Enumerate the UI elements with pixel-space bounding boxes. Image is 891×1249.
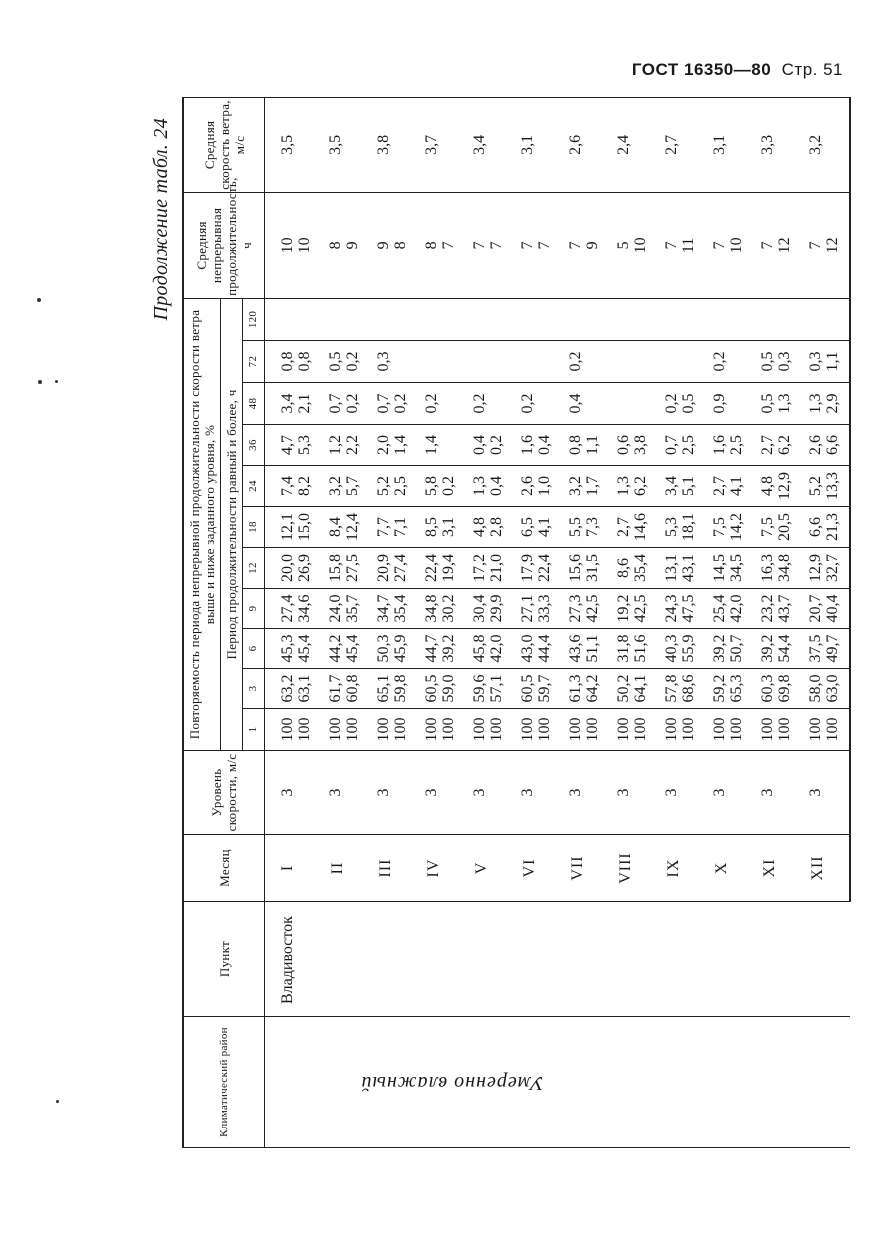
value-cell: 100 100 (751, 709, 799, 751)
value-cell (511, 341, 559, 383)
level-cell: 3 (511, 751, 559, 835)
avg-speed-cell: 3,8 (367, 97, 415, 192)
value-cell (799, 298, 850, 340)
value-cell: 100 100 (559, 709, 607, 751)
level-cell: 3 (559, 751, 607, 835)
hour-header: 48 (243, 383, 265, 425)
value-cell: 100 100 (655, 709, 703, 751)
hour-header: 1 (243, 709, 265, 751)
value-cell: 0,7 2,5 (655, 425, 703, 466)
scan-speck (38, 380, 42, 384)
value-cell: 0,2 0,5 (655, 383, 703, 425)
value-cell: 3,4 2,1 (265, 383, 320, 425)
avg-duration-cell: 10 10 (265, 192, 320, 298)
value-cell: 4,7 5,3 (265, 425, 320, 466)
value-cell (655, 341, 703, 383)
table-row (265, 97, 320, 1147)
value-cell (463, 341, 511, 383)
region-label: Умеренно влажный (360, 1072, 544, 1094)
value-cell: 25,4 42,0 (703, 589, 751, 629)
gost-number: ГОСТ 16350—80 (631, 60, 772, 79)
value-cell: 27,1 33,3 (511, 589, 559, 629)
avg-speed-cell: 3,1 (703, 97, 751, 192)
value-cell: 34,7 35,4 (367, 589, 415, 629)
value-cell: 12,9 32,7 (799, 548, 850, 589)
value-cell (367, 298, 415, 340)
value-cell: 3,2 5,7 (319, 466, 367, 507)
table-caption: Продолжение табл. 24 (150, 118, 172, 321)
value-cell: 2,7 4,1 (703, 466, 751, 507)
level-cell: 3 (463, 751, 511, 835)
value-cell: 0,5 0,3 (751, 341, 799, 383)
value-cell: 1,3 2,9 (799, 383, 850, 425)
hour-header: 18 (243, 507, 265, 548)
avg-duration-cell: 7 7 (463, 192, 511, 298)
month-cell: XI (751, 835, 799, 902)
avg-speed-cell: 2,4 (607, 97, 655, 192)
hour-header: 6 (243, 629, 265, 669)
value-cell (607, 341, 655, 383)
value-cell: 15,8 27,5 (319, 548, 367, 589)
value-cell: 7,5 14,2 (703, 507, 751, 548)
value-cell: 8,4 12,4 (319, 507, 367, 548)
value-cell: 39,2 50,7 (703, 629, 751, 669)
col-region: Климатический район (183, 1017, 265, 1148)
point-cell: Владивосток (265, 902, 851, 1017)
avg-speed-cell: 3,7 (415, 97, 463, 192)
month-cell: VIII (607, 835, 655, 902)
level-cell: 3 (799, 751, 850, 835)
value-cell: 5,3 18,1 (655, 507, 703, 548)
col-avg-duration: Средняя непрерывная продолжительность, ч (183, 192, 265, 298)
value-cell: 17,9 22,4 (511, 548, 559, 589)
value-cell: 100 100 (319, 709, 367, 751)
avg-duration-cell: 7 12 (799, 192, 850, 298)
rotated-table-page (150, 100, 841, 1148)
level-cell: 3 (751, 751, 799, 835)
month-cell: V (463, 835, 511, 902)
value-cell (607, 383, 655, 425)
month-cell: XII (799, 835, 850, 902)
level-cell: 3 (265, 751, 320, 835)
value-cell: 27,4 34,6 (265, 589, 320, 629)
value-cell: 43,0 44,4 (511, 629, 559, 669)
value-cell: 45,3 45,4 (265, 629, 320, 669)
value-cell (607, 298, 655, 340)
value-cell: 20,9 27,4 (367, 548, 415, 589)
value-cell: 7,4 8,2 (265, 466, 320, 507)
avg-duration-cell: 7 11 (655, 192, 703, 298)
level-cell: 3 (607, 751, 655, 835)
value-cell: 57,8 68,6 (655, 669, 703, 709)
value-cell: 50,3 45,9 (367, 629, 415, 669)
value-cell: 61,3 64,2 (559, 669, 607, 709)
scan-speck (37, 298, 41, 302)
value-cell: 65,1 59,8 (367, 669, 415, 709)
value-cell: 6,5 4,1 (511, 507, 559, 548)
value-cell: 1,6 2,5 (703, 425, 751, 466)
value-cell: 20,7 40,4 (799, 589, 850, 629)
value-cell: 34,8 30,2 (415, 589, 463, 629)
hour-header: 9 (243, 589, 265, 629)
value-cell: 100 100 (799, 709, 850, 751)
value-cell: 17,2 21,0 (463, 548, 511, 589)
value-cell: 100 100 (367, 709, 415, 751)
value-cell: 1,3 0,4 (463, 466, 511, 507)
value-cell: 2,0 1,4 (367, 425, 415, 466)
value-cell: 39,2 54,4 (751, 629, 799, 669)
hour-header: 36 (243, 425, 265, 466)
value-cell (703, 298, 751, 340)
value-cell: 0,2 (511, 383, 559, 425)
value-cell: 37,5 49,7 (799, 629, 850, 669)
col-level: Уровень скорости, м/с (183, 751, 265, 835)
value-cell: 22,4 19,4 (415, 548, 463, 589)
value-cell: 5,2 13,3 (799, 466, 850, 507)
value-cell: 100 100 (265, 709, 320, 751)
value-cell: 100 100 (415, 709, 463, 751)
value-cell: 63,2 63,1 (265, 669, 320, 709)
value-cell: 3,4 5,1 (655, 466, 703, 507)
value-cell: 8,6 35,4 (607, 548, 655, 589)
value-cell: 100 100 (607, 709, 655, 751)
value-cell (559, 298, 607, 340)
value-cell: 59,6 57,1 (463, 669, 511, 709)
value-cell: 4,8 2,8 (463, 507, 511, 548)
hour-header: 72 (243, 341, 265, 383)
avg-duration-cell: 5 10 (607, 192, 655, 298)
value-cell: 0,8 0,8 (265, 341, 320, 383)
value-cell: 40,3 55,9 (655, 629, 703, 669)
month-cell: I (265, 835, 320, 902)
value-cell (415, 341, 463, 383)
col-repeat: Повторяемость периода непрерывной продолжительности скорости ветра выше и ниже заданного уровня, % (183, 298, 221, 750)
value-cell: 12,1 15,0 (265, 507, 320, 548)
value-cell (655, 298, 703, 340)
value-cell: 24,0 35,7 (319, 589, 367, 629)
value-cell: 7,5 20,5 (751, 507, 799, 548)
value-cell: 1,2 2,2 (319, 425, 367, 466)
value-cell: 16,3 34,8 (751, 548, 799, 589)
value-cell: 60,5 59,0 (415, 669, 463, 709)
value-cell: 0,5 1,3 (751, 383, 799, 425)
value-cell: 0,5 0,2 (319, 341, 367, 383)
value-cell (511, 298, 559, 340)
value-cell: 1,3 6,2 (607, 466, 655, 507)
month-cell: II (319, 835, 367, 902)
value-cell: 0,2 (415, 383, 463, 425)
avg-duration-cell: 9 8 (367, 192, 415, 298)
level-cell: 3 (703, 751, 751, 835)
value-cell: 15,6 31,5 (559, 548, 607, 589)
table-body (265, 97, 851, 1147)
avg-speed-cell: 3,3 (751, 97, 799, 192)
value-cell: 0,4 (559, 383, 607, 425)
avg-duration-cell: 7 9 (559, 192, 607, 298)
avg-speed-cell: 2,7 (655, 97, 703, 192)
value-cell: 2,6 1,0 (511, 466, 559, 507)
value-cell: 27,3 42,5 (559, 589, 607, 629)
hour-header: 3 (243, 669, 265, 709)
avg-speed-cell: 3,5 (319, 97, 367, 192)
value-cell: 0,7 0,2 (319, 383, 367, 425)
value-cell: 43,6 51,1 (559, 629, 607, 669)
avg-speed-cell: 3,1 (511, 97, 559, 192)
avg-speed-cell: 2,6 (559, 97, 607, 192)
value-cell: 60,3 69,8 (751, 669, 799, 709)
col-month: Месяц (183, 835, 265, 902)
value-cell: 0,2 (463, 383, 511, 425)
value-cell: 1,4 (415, 425, 463, 466)
value-cell: 2,7 14,6 (607, 507, 655, 548)
value-cell: 0,4 0,2 (463, 425, 511, 466)
value-cell: 0,6 3,8 (607, 425, 655, 466)
value-cell: 7,7 7,1 (367, 507, 415, 548)
region-cell (265, 1017, 851, 1148)
value-cell (751, 298, 799, 340)
data-table (182, 97, 851, 1148)
value-cell: 23,2 43,7 (751, 589, 799, 629)
avg-duration-cell: 8 7 (415, 192, 463, 298)
col-point: Пункт (183, 902, 265, 1017)
value-cell: 0,3 1,1 (799, 341, 850, 383)
level-cell: 3 (319, 751, 367, 835)
scan-speck (56, 1100, 59, 1103)
level-cell: 3 (367, 751, 415, 835)
col-period: Период продолжительности равный и более, ч (221, 298, 243, 750)
value-cell: 0,2 (559, 341, 607, 383)
hour-header: 12 (243, 548, 265, 589)
value-cell: 44,7 39,2 (415, 629, 463, 669)
value-cell: 20,0 26,9 (265, 548, 320, 589)
value-cell: 60,5 59,7 (511, 669, 559, 709)
value-cell: 0,7 0,2 (367, 383, 415, 425)
value-cell: 31,8 51,6 (607, 629, 655, 669)
avg-speed-cell: 3,2 (799, 97, 850, 192)
level-cell: 3 (415, 751, 463, 835)
value-cell: 100 100 (703, 709, 751, 751)
value-cell: 4,8 12,9 (751, 466, 799, 507)
value-cell: 44,2 45,4 (319, 629, 367, 669)
value-cell: 6,6 21,3 (799, 507, 850, 548)
avg-speed-cell: 3,5 (265, 97, 320, 192)
value-cell: 5,5 7,3 (559, 507, 607, 548)
value-cell: 2,6 6,6 (799, 425, 850, 466)
hour-header: 24 (243, 466, 265, 507)
value-cell: 24,3 47,5 (655, 589, 703, 629)
value-cell: 1,6 0,4 (511, 425, 559, 466)
month-cell: VI (511, 835, 559, 902)
avg-duration-cell: 7 7 (511, 192, 559, 298)
page-header (632, 60, 843, 80)
value-cell (265, 298, 320, 340)
month-cell: VII (559, 835, 607, 902)
month-cell: X (703, 835, 751, 902)
value-cell: 2,7 6,2 (751, 425, 799, 466)
value-cell: 58,0 63,0 (799, 669, 850, 709)
value-cell: 30,4 29,9 (463, 589, 511, 629)
col-avg-speed: Средняя скорость ветра, м/с (183, 97, 265, 192)
value-cell (463, 298, 511, 340)
avg-duration-cell: 8 9 (319, 192, 367, 298)
value-cell: 0,2 (703, 341, 751, 383)
value-cell: 0,3 (367, 341, 415, 383)
month-cell: IV (415, 835, 463, 902)
value-cell: 13,1 43,1 (655, 548, 703, 589)
value-cell: 45,8 42,0 (463, 629, 511, 669)
value-cell (415, 298, 463, 340)
page-number: Стр. 51 (781, 60, 843, 79)
value-cell: 0,9 (703, 383, 751, 425)
value-cell: 5,2 2,5 (367, 466, 415, 507)
value-cell: 100 100 (463, 709, 511, 751)
value-cell: 59,2 65,3 (703, 669, 751, 709)
value-cell: 61,7 60,8 (319, 669, 367, 709)
value-cell: 50,2 64,1 (607, 669, 655, 709)
month-cell: IX (655, 835, 703, 902)
value-cell: 5,8 0,2 (415, 466, 463, 507)
value-cell: 100 100 (511, 709, 559, 751)
value-cell: 8,5 3,1 (415, 507, 463, 548)
value-cell: 19,2 42,5 (607, 589, 655, 629)
avg-duration-cell: 7 10 (703, 192, 751, 298)
hour-header: 120 (243, 298, 265, 340)
value-cell: 0,8 1,1 (559, 425, 607, 466)
value-cell (319, 298, 367, 340)
month-cell: III (367, 835, 415, 902)
value-cell: 14,5 34,5 (703, 548, 751, 589)
avg-speed-cell: 3,4 (463, 97, 511, 192)
level-cell: 3 (655, 751, 703, 835)
avg-duration-cell: 7 12 (751, 192, 799, 298)
value-cell: 3,2 1,7 (559, 466, 607, 507)
scan-speck (55, 380, 58, 383)
